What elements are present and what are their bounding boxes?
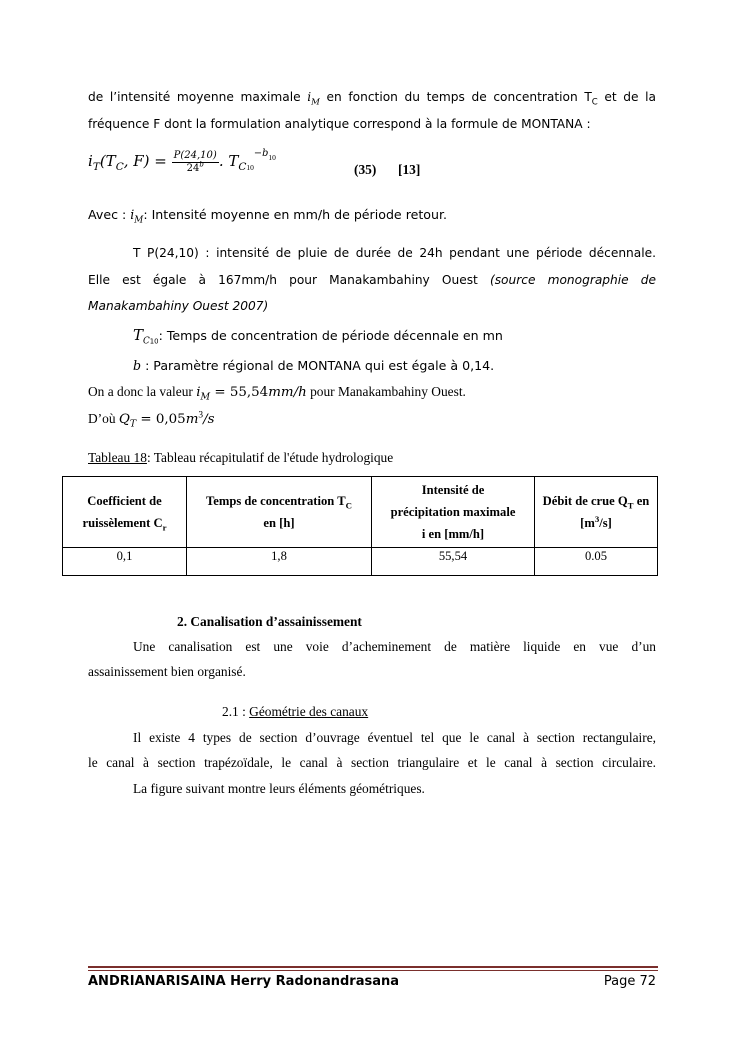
- table-row: [63, 548, 658, 576]
- p24-line-1: T P(24,10) : intensité de pluie de durée de 24h pendant une période décennale.: [133, 246, 656, 260]
- cell-flood-discharge: 0.05: [535, 548, 658, 576]
- footer-author: ANDRIANARISAINA Herry Radonandrasana: [88, 974, 400, 989]
- montana-formula: $i_T(T_C$, F) = $\frac{P(24,10)}{24^b}$ . $T_{C10}^{-b10}$: [88, 147, 276, 174]
- footer-rule-thin: [88, 970, 658, 971]
- tc10-definition: $T_{C10}$: Temps de concentration de période décennale en mn: [133, 326, 503, 347]
- intro-line-2: fréquence F dont la formulation analytique correspond à la formule de MONTANA :: [88, 117, 591, 131]
- page-number: Page 72: [603, 974, 656, 989]
- formula-fraction: $\frac{P(24,10)}{24^b}$: [173, 150, 217, 174]
- cell-runoff-coefficient: 0,1: [63, 548, 187, 576]
- header-flood-discharge: Débit de crue $Q_T$ en $[m^3/s]$: [535, 477, 658, 548]
- p24-line-2: Elle est égale à 167mm/h pour Manakambahiny Ouest (source monographie de: [88, 273, 656, 287]
- table-header-row: [63, 477, 658, 548]
- subsection-line-3: La figure suivant montre leurs éléments géométriques.: [133, 781, 425, 796]
- b-parameter-definition: b : Paramètre régional de MONTANA qui est égale à 0,14.: [133, 358, 495, 373]
- hydrology-summary-table: [62, 476, 658, 576]
- header-precipitation-intensity: Intensité de précipitation maximale i en [mm/h]: [372, 477, 535, 548]
- cell-concentration-time: 1,8: [187, 548, 372, 576]
- subsection-heading: 2.1 : Géométrie des canaux: [222, 704, 369, 719]
- table-caption: Tableau 18: Tableau récapitulatif de l'étude hydrologique: [88, 450, 394, 465]
- subsection-line-1: Il existe 4 types de section d’ouvrage éventuel tel que le canal à section rectangulaire,: [133, 730, 656, 745]
- reference-number: [13]: [398, 162, 421, 177]
- section-heading: 2. Canalisation d’assainissement: [177, 614, 362, 629]
- cell-precipitation-intensity: 55,54: [372, 548, 535, 576]
- section-line-1: Une canalisation est une voie d’acheminement de matière liquide en vue d’un: [133, 639, 656, 654]
- header-concentration-time: Temps de concentration $T_C$ en [h]: [187, 477, 372, 548]
- footer-rule: [88, 966, 658, 968]
- section-line-2: assainissement bien organisé.: [88, 664, 246, 679]
- equation-number: (35): [354, 162, 377, 177]
- avec-line: Avec : $i_M$: Intensité moyenne en mm/h de période retour.: [88, 207, 447, 226]
- p24-line-3: Manakambahiny Ouest 2007): [88, 299, 269, 313]
- header-runoff-coefficient: Coefficient de ruissèlement $C_r$: [63, 477, 187, 548]
- subsection-line-2: le canal à section trapézoïdale, le canal à section triangulaire et le canal à section circulaire.: [88, 755, 656, 770]
- intro-line-1: de l’intensité moyenne maximale $i_M$ en fonction du temps de concentration $T_C$ et de la: [88, 90, 656, 108]
- qt-value-line: D’où $Q_T = 0,05m^3/s$: [88, 410, 215, 430]
- im-value-line: On a donc la valeur $i_M = 55,54mm/h$ pour Manakambahiny Ouest.: [88, 384, 466, 403]
